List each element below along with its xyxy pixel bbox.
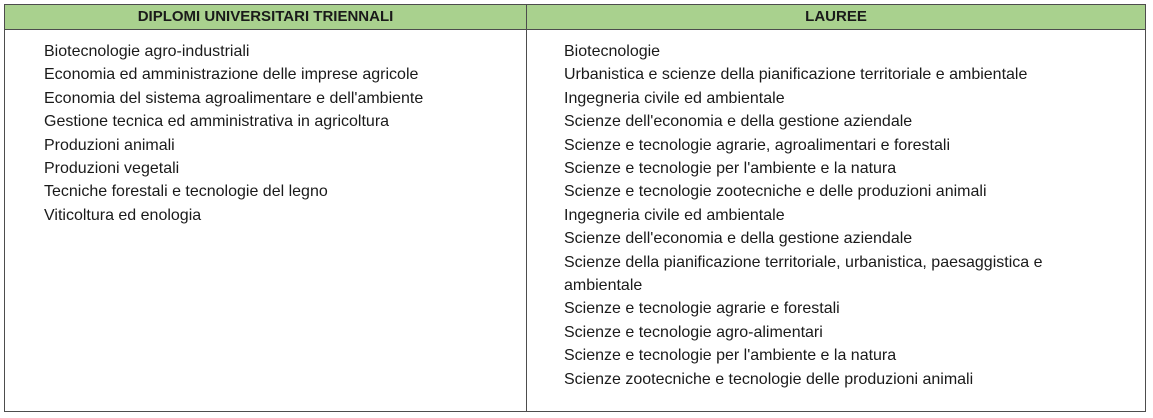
laurea-item: Scienze zootecniche e tecnologie delle produzioni animali bbox=[564, 370, 974, 388]
table-header-row bbox=[5, 5, 1145, 30]
laurea-item: Scienze e tecnologie per l'ambiente e la natura bbox=[564, 347, 897, 365]
column-divider bbox=[526, 5, 527, 411]
diploma-item: Biotecnologie agro-industriali bbox=[44, 43, 250, 60]
laurea-item: Urbanistica e scienze della pianificazione territoriale e ambientale bbox=[564, 66, 1028, 84]
diploma-item: Economia ed amministrazione delle imprese agricole bbox=[44, 66, 419, 84]
lauree-list bbox=[564, 40, 1104, 391]
laurea-item: Biotecnologie bbox=[564, 43, 661, 60]
laurea-item: Scienze e tecnologie agro-alimentari bbox=[564, 323, 823, 341]
laurea-item: Scienze e tecnologie zootecniche e delle produzioni animali bbox=[564, 183, 987, 201]
diplomi-list bbox=[44, 40, 514, 227]
diploma-item: Viticoltura ed enologia bbox=[44, 206, 202, 224]
laurea-item: Scienze dell'economia e della gestione aziendale bbox=[564, 113, 913, 131]
header-lauree: LAUREE bbox=[805, 8, 867, 25]
laurea-item: Ingegneria civile ed ambientale bbox=[564, 89, 785, 107]
laurea-item: Ingegneria civile ed ambientale bbox=[564, 206, 785, 224]
diploma-item: Economia del sistema agroalimentare e dell'ambiente bbox=[44, 89, 424, 107]
diploma-item: Gestione tecnica ed amministrativa in agricoltura bbox=[44, 113, 390, 131]
degrees-table bbox=[4, 4, 1146, 412]
laurea-item: Scienze e tecnologie agrarie, agroalimentari e forestali bbox=[564, 136, 950, 154]
laurea-item: Scienze e tecnologie per l'ambiente e la natura bbox=[564, 160, 897, 178]
header-diplomi: DIPLOMI UNIVERSITARI TRIENNALI bbox=[137, 8, 394, 25]
diploma-item: Produzioni vegetali bbox=[44, 160, 180, 178]
laurea-item: Scienze dell'economia e della gestione aziendale bbox=[564, 230, 913, 248]
diploma-item: Produzioni animali bbox=[44, 136, 175, 154]
diploma-item: Tecniche forestali e tecnologie del legno bbox=[44, 183, 328, 201]
laurea-item: Scienze della pianificazione territoriale, urbanistica, paesaggistica e ambientale bbox=[564, 253, 1043, 295]
laurea-item: Scienze e tecnologie agrarie e forestali bbox=[564, 300, 840, 318]
